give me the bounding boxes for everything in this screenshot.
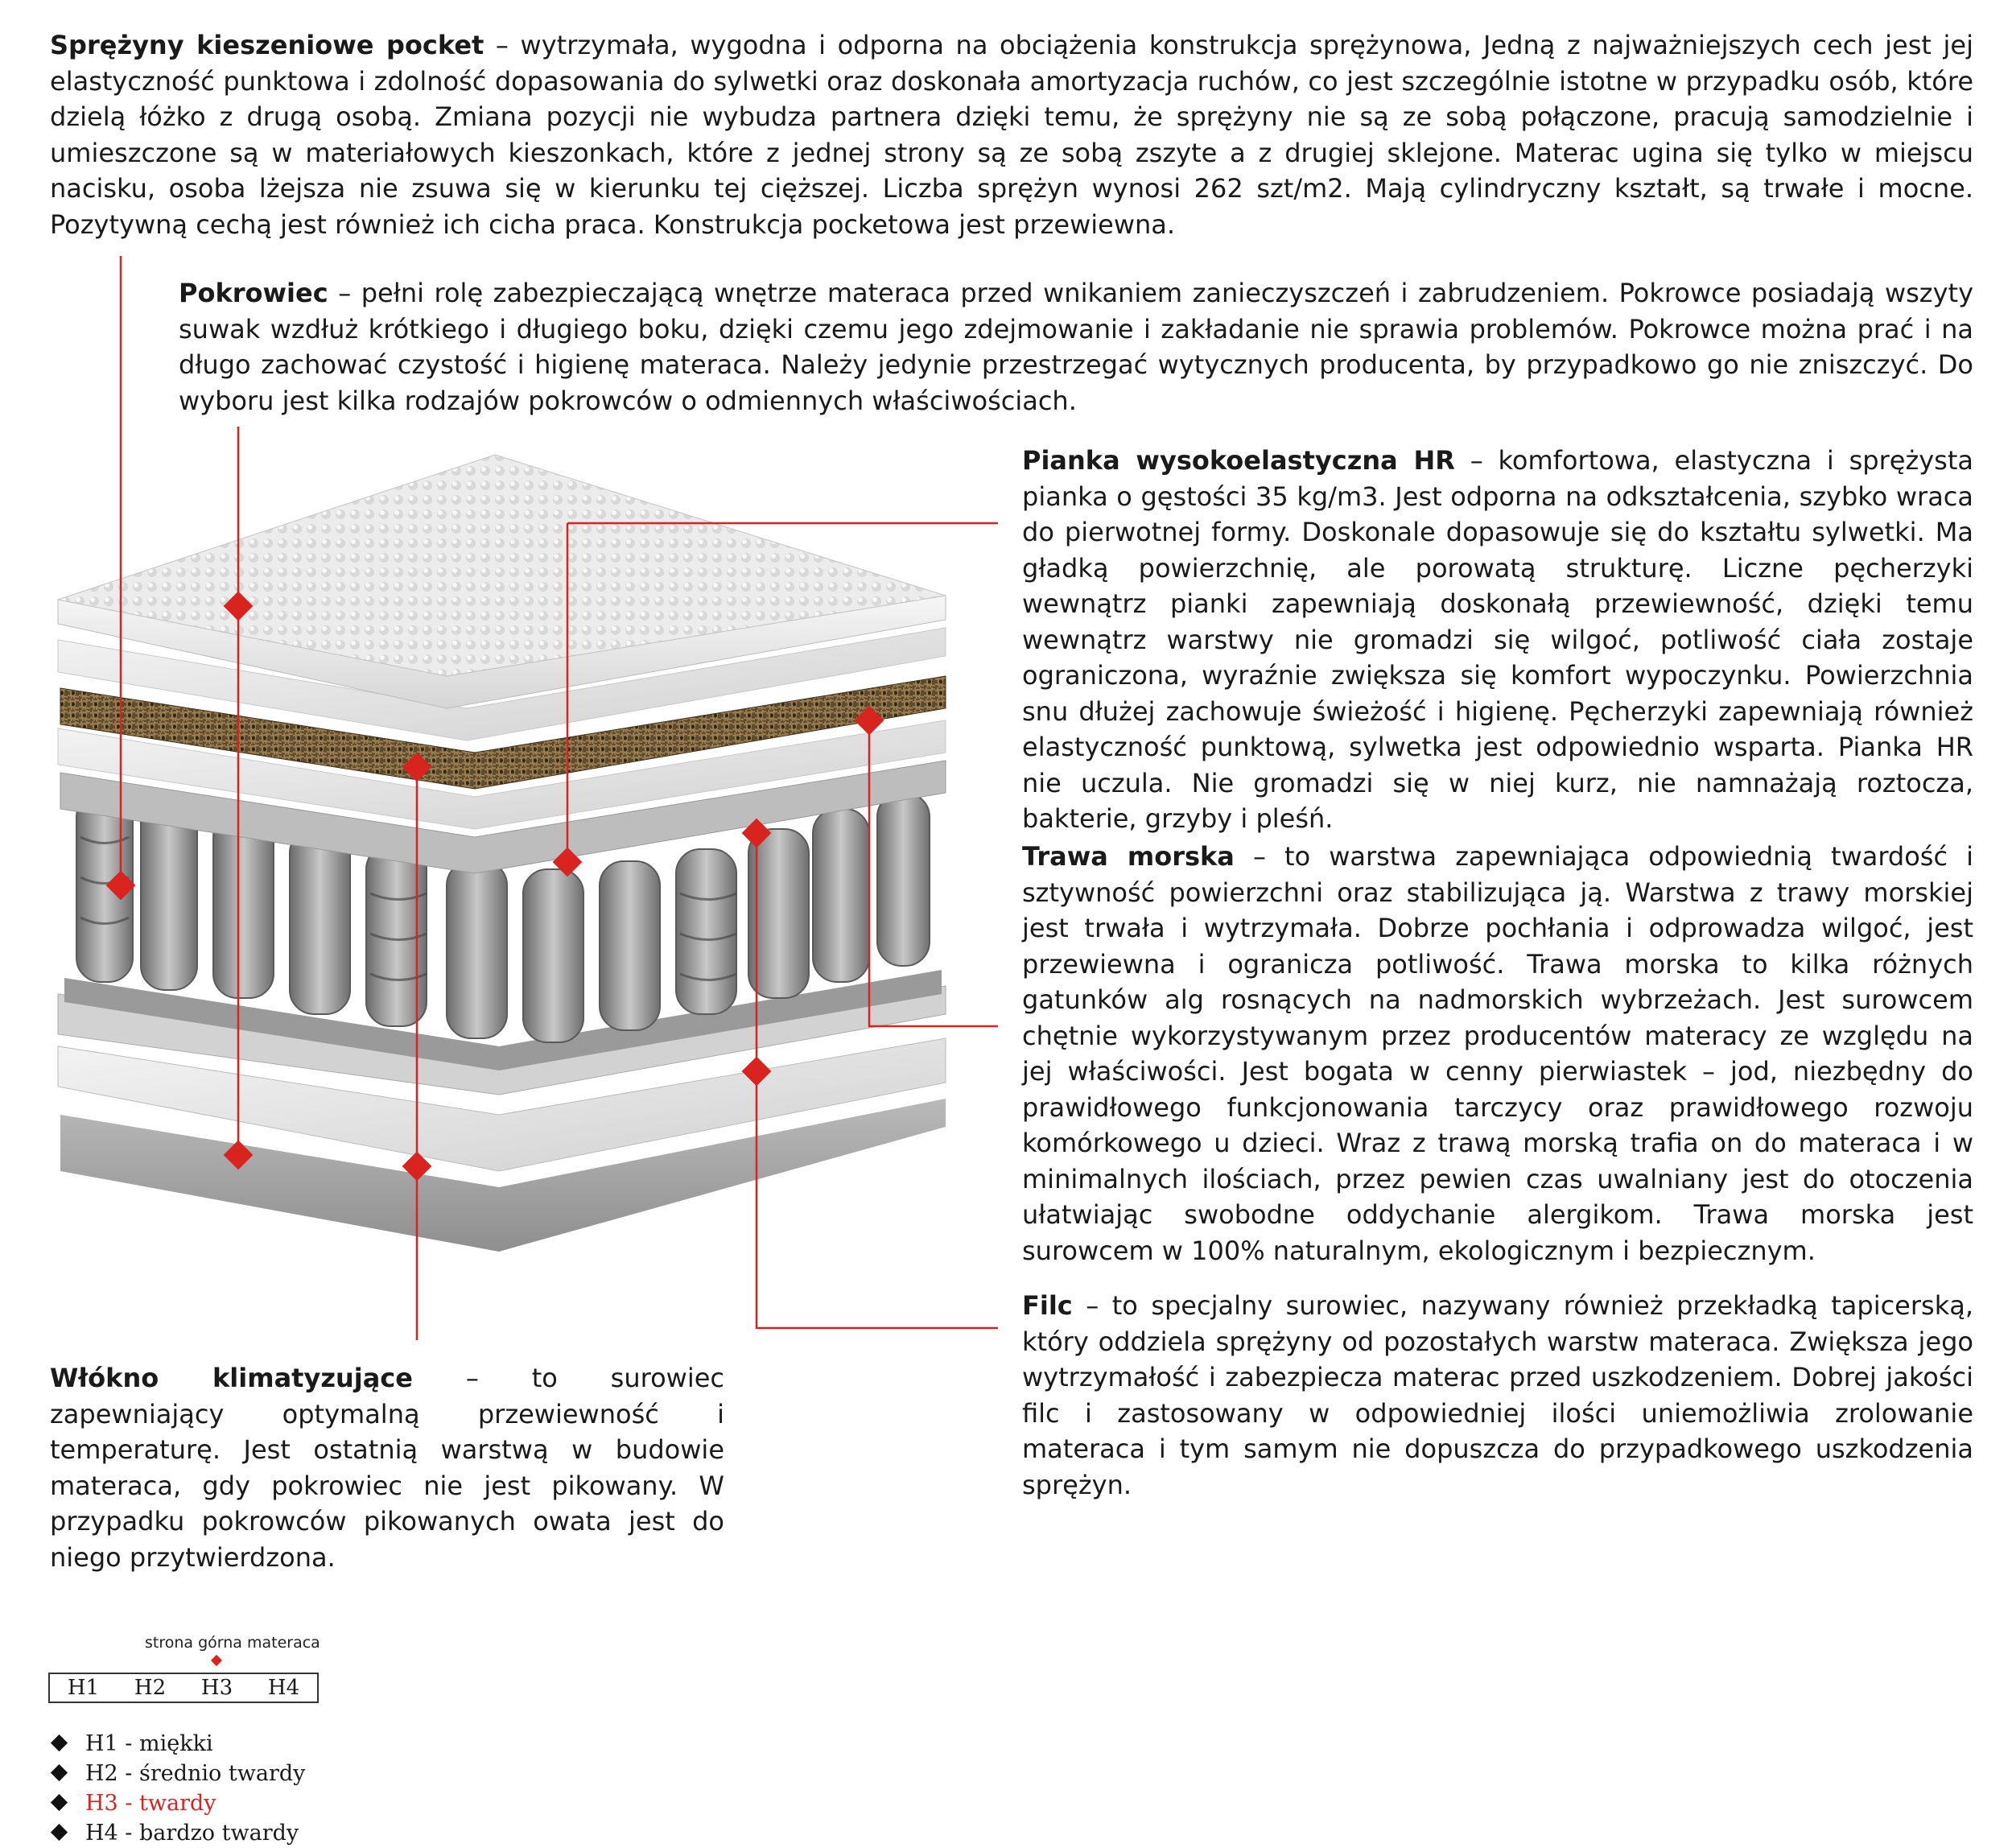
hardness-legend <box>48 1729 305 1848</box>
hardness-level: H2 <box>134 1676 167 1700</box>
legend-item-h3: H3 - twardy <box>48 1788 305 1818</box>
section-body: – wytrzymała, wygodna i odporna na obciążenia konstrukcja sprężynowa, Jedną z najważniejszych cech jest jej elastyczność punktowa i zdolność dopasowania do sylwetki oraz doskonała amortyzacja ruchów, co jest szczególnie istotne w przypadku osób, które dzielą łóżko z drugą osobą. Zmiana pozycji nie wybudza partnera dzięki temu, że sprężyny nie są ze sobą połączone, pracują samodzielnie i umieszczone są w materiałowych kieszonkach, które z jednej strony są ze sobą zszyte a z drugiej sklejone. Materac ugina się tylko w miejscu nacisku, osoba lżejsza nie zsuwa się w kierunku tej cięższej. Liczba sprężyn wynosi 262 szt/m2. Mają cylindryczny kształt, są trwałe i mocne. Pozytywną cechą jest również ich cicha praca. Konstrukcja pocketowa jest przewiewna. <box>50 30 1974 240</box>
hardness-caption: strona górna materaca <box>145 1634 320 1652</box>
section-body: – to warstwa zapewniająca odpowiednią twardość i sztywność powierzchni oraz stabilizująca ją. Warstwa z trawy morskiej jest trwała i wytrzymała. Dobrze pochłania i odprowadza wilgoć, jest przewiewna i ogranicza potliwość. Trawa morska to kilka różnych gatunków alg rosnących na nadmorskich wybrzeżach. Jest surowcem chętnie wykorzystywanym przez producentów materacy ze względu na jej właściwości. Jest bogata w cenny pierwiastek – jod, niezbędny do prawidłowego funkcjonowania tarczycy oraz prawidłowego rozwoju komórkowego u dzieci. Wraz z trawą morską trafia on do materaca i w minimalnych ilościach, przez pewien czas uwalniany jest do otoczenia ułatwiając swobodne oddychanie alergikom. Trawa morska jest surowcem w 100% naturalnym, ekologicznym i bezpiecznym. <box>1022 841 1974 1266</box>
legend-item-h2: H2 - średnio twardy <box>48 1759 305 1788</box>
diamond-bullet-icon <box>51 1794 68 1811</box>
section-title: Pokrowiec <box>179 278 328 308</box>
legend-item-h4: H4 - bardzo twardy <box>48 1818 305 1848</box>
section-body: – to specjalny surowiec, nazywany również przekładką tapicerską, który oddziela sprężyny od pozostałych warstw materaca. Zwiększa jego wytrzymałość i zabezpiecza materac przed uszkodzeniem. Dobrej jakości filc i zastosowany w odpowiedniej ilości uniemożliwia zrolowanie materaca i tym samym nie dopuszcza do przypadkowego uszkodzenia sprężyn. <box>1022 1290 1973 1500</box>
section-title: Filc <box>1022 1290 1073 1321</box>
section-title: Włókno klimatyzujące <box>50 1363 413 1393</box>
hardness-level: H1 <box>67 1676 100 1700</box>
hardness-level: H3 <box>200 1676 233 1700</box>
section-title: Sprężyny kieszeniowe pocket <box>50 30 484 60</box>
hardness-levels <box>48 1673 319 1703</box>
section-body: – to surowiec zapewniający optymalną przewiewność i temperaturę. Jest ostatnią warstwą w budowie materaca, gdy pokrowiec nie jest pikowany. W przypadku pokrowców pikowanych owata jest do niego przytwierdzona. <box>50 1363 725 1573</box>
section-title: Trawa morska <box>1022 841 1235 872</box>
hardness-level: H4 <box>267 1676 300 1700</box>
diamond-bullet-icon <box>51 1735 68 1751</box>
diamond-bullet-icon <box>51 1824 68 1841</box>
legend-item-h1: H1 - miękki <box>48 1729 305 1759</box>
section-body: – pełni rolę zabezpieczającą wnętrze materaca przed wnikaniem zanieczyszczeń i zabrudzeniem. Pokrowce posiadają wszyty suwak wzdłuż krótkiego i długiego boku, dzięki czemu jego zdejmowanie i zakładanie nie sprawia problemów. Pokrowce można prać i na długo zachować czystość i higienę materaca. Należy jedynie przestrzegać wytycznych producenta, by przypadkowo go nie zniszczyć. Do wyboru jest kilka rodzajów pokrowców o odmiennych właściwościach. <box>179 278 1973 416</box>
diamond-bullet-icon <box>51 1764 68 1781</box>
section-body: – komfortowa, elastyczna i sprężysta pianka o gęstości 35 kg/m3. Jest odporna na odkształcenia, szybko wraca do pierwotnej formy. Doskonale dopasowuje się do kształtu sylwetki. Ma gładką powierzchnię, ale porowatą strukturę. Liczne pęcherzyki wewnątrz pianki zapewniają doskonałą przewiewność, dzięki temu wewnątrz warstwy nie gromadzi się wilgoć, potliwość ciała zostaje ograniczona, wyraźnie zwiększa się komfort wypoczynku. Powierzchnia snu dłużej zachowuje świeżość i higienę. Pęcherzyki zapewniają również elastyczność punktową, sylwetka jest odpowiednio wsparta. Pianka HR nie uczula. Nie gromadzi się w niej kurz, nie namnażają roztocza, bakterie, grzyby i pleśń. <box>1022 445 1974 834</box>
section-title: Pianka wysokoelastyczna HR <box>1022 445 1455 476</box>
